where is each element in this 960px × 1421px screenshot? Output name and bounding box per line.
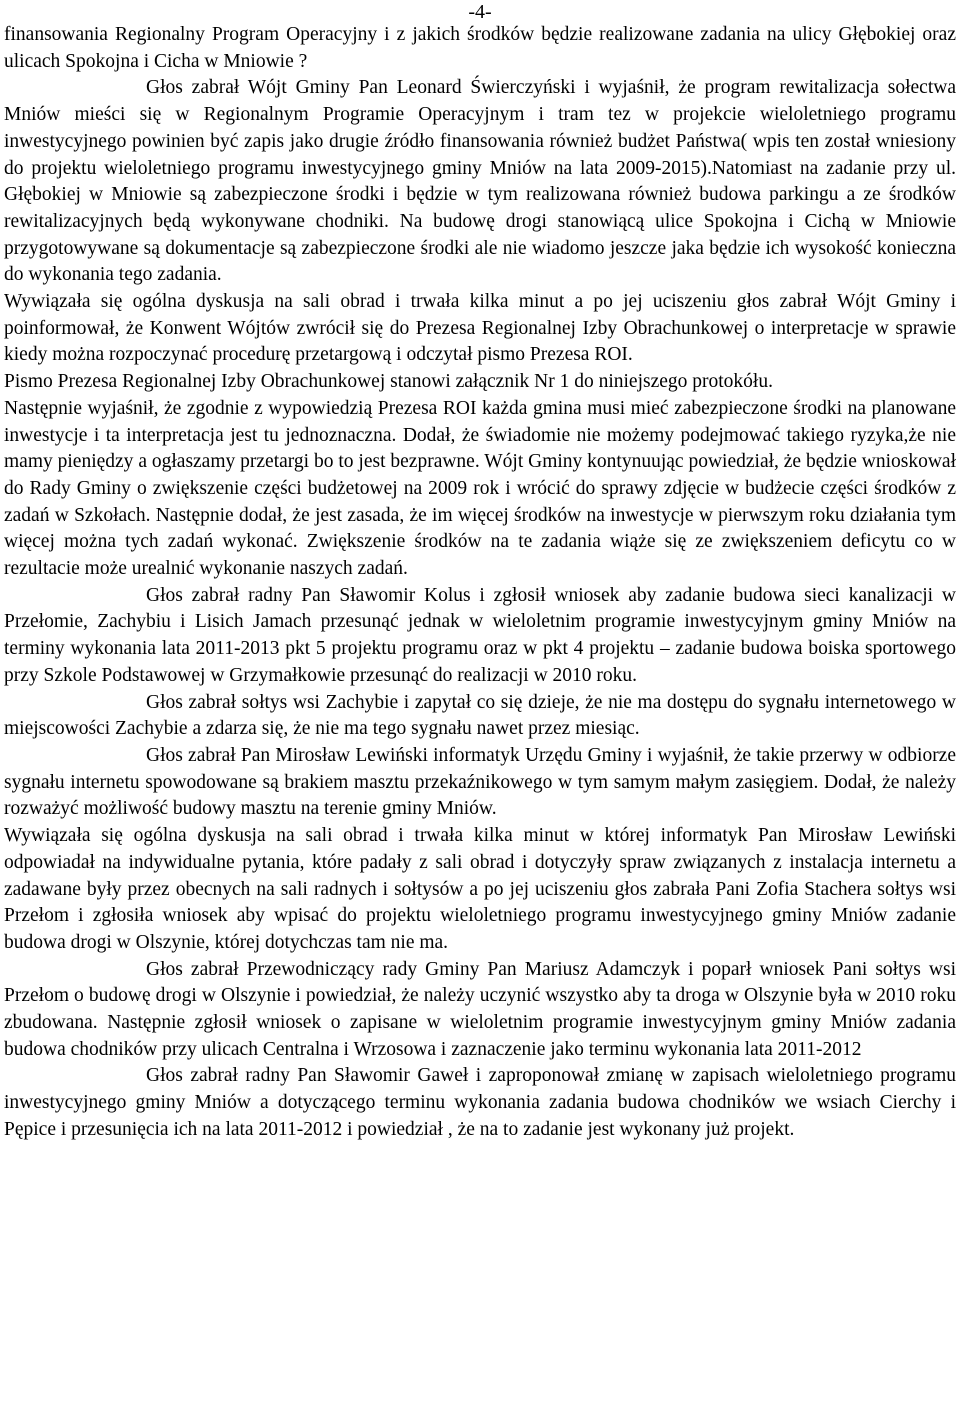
paragraph: Następnie wyjaśnił, że zgodnie z wypowiedzią Prezesa ROI każda gmina musi mieć zabezpieczone środki na planowane inwestycje i ta interpretacja jest tu jednoznaczna. Dodał, że świadomie nie możemy podejmować takiego ryzyka,że nie mamy pieniędzy a ogłaszamy przetargi bo to jest bezprawne. Wójt Gminy kontynuując powiedział, że będzie wnioskował do Rady Gminy o zwiększenie części budżetowej na 2009 rok i wrócić do sprawy zdjęcie w budżecie części środków z zadań w Szkołach. Następnie dodał, że jest zasada, że im więcej środków na inwestycje w pierwszym roku działania tym więcej można tych zadań wykonać. Zwiększenie środków na te zadania wiąże się ze zwiększeniem deficytu co w rezultacie może urealnić wykonanie naszych zadań. (4, 397, 956, 580)
paragraph: Głos zabrał Pan Mirosław Lewiński informatyk Urzędu Gminy i wyjaśnił, że takie przerwy w odbiorze sygnału internetu spowodowane są brakiem masztu przekaźnikowego w tym samym małym zasięgiem. Dodał, że należy rozważyć możliwość budowy masztu na terenie gminy Mniów. (4, 744, 956, 820)
paragraph: Wywiązała się ogólna dyskusja na sali obrad i trwała kilka minut a po jej uciszeniu głos zabrał Wójt Gminy i poinformował, że Konwent Wójtów zwrócił się do Prezesa Regionalnej Izby Obrachunkowej o interpretacje w sprawie kiedy można rozpoczynać procedurę przetargową i odczytał pismo Prezesa ROI. (4, 291, 956, 366)
document-body (4, 22, 956, 1144)
paragraph: Głos zabrał radny Pan Sławomir Gaweł i zaproponował zmianę w zapisach wieloletniego programu inwestycyjnego gminy Mniów a dotyczącego terminu wykonania zadania budowa chodników we wsiach Cierchy i Pępice i przesunięcia ich na lata 2011-2012 i powiedział , że na to zadanie jest wykonany już projekt. (4, 1065, 956, 1140)
paragraph: Głos zabrał Wójt Gminy Pan Leonard Świerczyński i wyjaśnił, że program rewitalizacja sołectwa Mniów mieści się w Regionalnym Programie Operacyjnym i tram tez w projekcie wieloletniego programu inwestycyjnego powinien być zapis jako drugie źródło finansowania również budżet Państwa( wpis ten został wniesiony do projektu wieloletniego programu inwestycyjnego gminy Mniów na lata 2009-2015).Natomiast na zadanie przy ul. Głębokiej w Mniowie są zabezpieczone środki i będzie w tym realizowana również budowa parkingu a ze środków rewitalizacyjnych będą wykonywane chodniki. Na budowę drogi stanowiącą ulice Spokojna i Cichą w Mniowie przygotowywane są dokumentacje są zabezpieczone środki ale nie wiadomo jeszcze jaka będzie ich wysokość konieczna do wykonania tego zadania. (4, 77, 956, 286)
page-number: -4- (468, 1, 492, 23)
paragraph: finansowania Regionalny Program Operacyjny i z jakich środków będzie realizowane zadania na ulicy Głębokiej oraz ulicach Spokojna i Cicha w Mniowie ? (4, 24, 956, 72)
paragraph: Głos zabrał Przewodniczący rady Gminy Pan Mariusz Adamczyk i poparł wniosek Pani sołtys wsi Przełom o budowę drogi w Olszynie i powiedział, że należy uczynić wszystko aby ta droga w Olszynie była w 2010 roku zbudowana. Następnie zgłosił wniosek o zapisane w wieloletnim programie inwestycyjnym gminy Mniów zadania budowa chodników przy ulicach Centralna i Wrzosowa i zaznaczenie jako terminu wykonania lata 2011-2012 (4, 958, 956, 1060)
paragraph: Wywiązała się ogólna dyskusja na sali obrad i trwała kilka minut w której informatyk Pan Mirosław Lewiński odpowiadał na indywidualne pytania, które padały z sali obrad i dotyczyły spraw związanych z instalacja internetu a zadawane były przez obecnych na sali radnych i sołtysów a po jej uciszeniu głos zabrała Pani Zofia Stachera sołtys wsi Przełom i zgłosiła wniosek aby wpisać do projektu wieloletniego programu inwestycyjnego gminy Mniów zadanie budowa drogi w Olszynie, której dotychczas tam nie ma. (4, 825, 956, 953)
paragraph: Głos zabrał radny Pan Sławomir Kolus i zgłosił wniosek aby zadanie budowa sieci kanalizacji w Przełomie, Zachybiu i Lisich Jamach przesunąć jednak w wieloletnim programie inwestycyjnym gminy Mniów na terminy wykonania lata 2011-2013 pkt 5 projektu programu oraz w pkt 4 projektu – zadanie budowa boiska sportowego przy Szkole Podstawowej w Grzymałkowie przesunąć do realizacji w 2010 roku. (4, 584, 956, 686)
paragraph: Głos zabrał sołtys wsi Zachybie i zapytał co się dzieje, że nie ma dostępu do sygnału internetowego w miejscowości Zachybie a zdarza się, że nie ma tego sygnału nawet przez miesiąc. (4, 691, 956, 740)
paragraph: Pismo Prezesa Regionalnej Izby Obrachunkowej stanowi załącznik Nr 1 do niniejszego protokółu. (4, 371, 773, 393)
